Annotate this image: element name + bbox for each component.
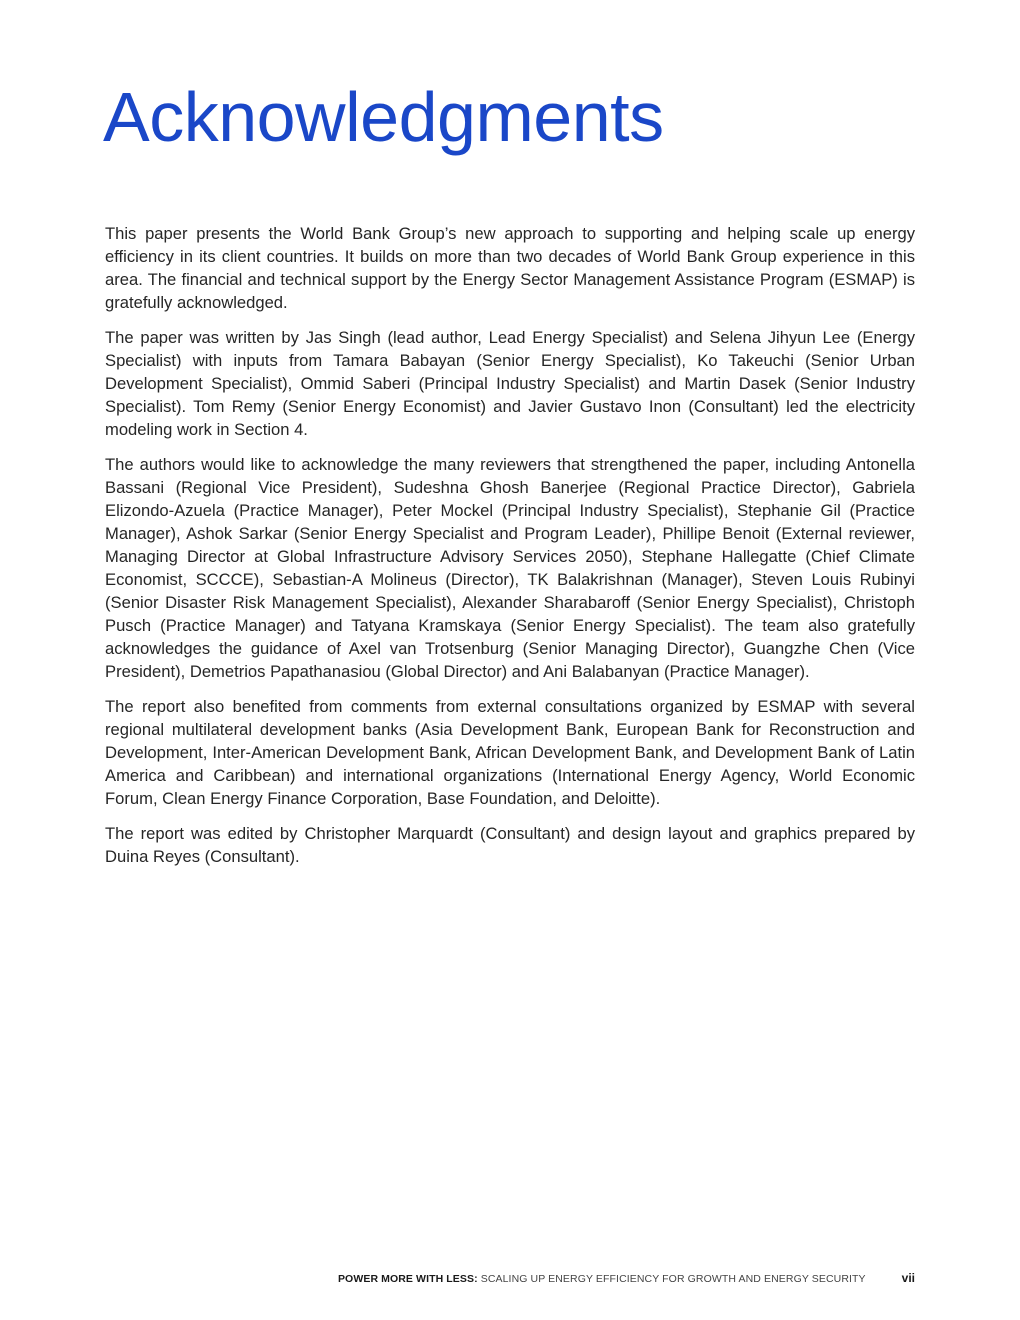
- paragraph-authors: The paper was written by Jas Singh (lead author, Lead Energy Specialist) and Selena Jihyun Lee (Energy Specialist) with inputs from Tamara Babayan (Senior Energy Specialist), Ko Takeuchi (Senior Urban Development Specialist), Ommid Saberi (Principal Industry Specialist) and Martin Dasek (Senior Industry Specialist). Tom Remy (Senior Energy Economist) and Javier Gustavo Inon (Consultant) led the electricity modeling work in Section 4.: [105, 328, 915, 439]
- page-footer: [338, 1271, 915, 1289]
- paragraph-editing: The report was edited by Christopher Marquardt (Consultant) and design layout and graphics prepared by Duina Reyes (Consultant).: [105, 824, 915, 866]
- page-title: Acknowledgments: [103, 78, 664, 156]
- acknowledgments-body: [105, 222, 915, 880]
- page-number: vii: [901, 1271, 915, 1285]
- paragraph-intro: This paper presents the World Bank Group’s new approach to supporting and helping scale up energy efficiency in its client countries. It builds on more than two decades of World Bank Group experience in this area. The financial and technical support by the Energy Sector Management Assistance Program (ESMAP) is gratefully acknowledged.: [105, 224, 915, 312]
- publication-subtitle: SCALING UP ENERGY EFFICIENCY FOR GROWTH AND ENERGY SECURITY: [480, 1273, 866, 1285]
- paragraph-reviewers: The authors would like to acknowledge the many reviewers that strengthened the paper, including Antonella Bassani (Regional Vice President), Sudeshna Ghosh Banerjee (Regional Practice Director), Gabriela Elizondo-Azuela (Practice Manager), Peter Mockel (Principal Industry Specialist), Stephanie Gil (Practice Manager), Ashok Sarkar (Senior Energy Specialist and Program Leader), Phillipe Benoit (External reviewer, Managing Director at Global Infrastructure Advisory Services 2050), Stephane Hallegatte (Chief Climate Economist, SCCCE), Sebastian-A Molineus (Director), TK Balakrishnan (Manager), Steven Louis Rubinyi (Senior Disaster Risk Management Specialist), Alexander Sharabaroff (Senior Energy Specialist), Christoph Pusch (Practice Manager) and Tatyana Kramskaya (Senior Energy Specialist). The team also gratefully acknowledges the guidance of Axel van Trotsenburg (Senior Managing Director), Guangzhe Chen (Vice President), Demetrios Papathanasiou (Global Director) and Ani Balabanyan (Practice Manager).: [105, 455, 915, 681]
- paragraph-consultations: The report also benefited from comments from external consultations organized by ESMAP with several regional multilateral development banks (Asia Development Bank, European Bank for Reconstruction and Development, Inter-American Development Bank, African Development Bank, and Development Bank of Latin America and Caribbean) and international organizations (International Energy Agency, World Economic Forum, Clean Energy Finance Corporation, Base Foundation, and Deloitte).: [105, 697, 915, 808]
- publication-title-bold: POWER MORE WITH LESS:: [337, 1273, 478, 1285]
